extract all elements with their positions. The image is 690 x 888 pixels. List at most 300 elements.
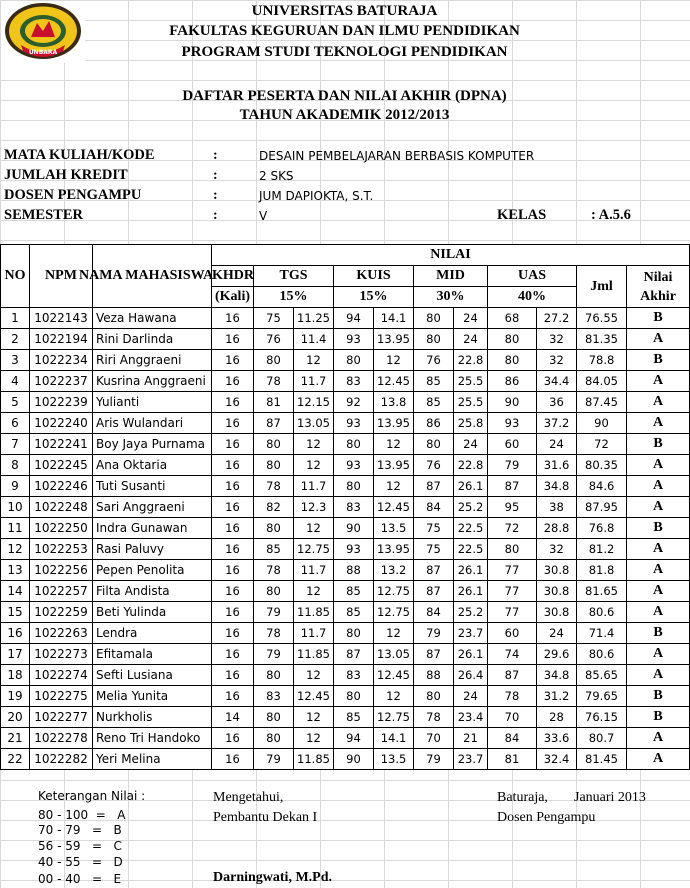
cell-mid-w: 25.2	[454, 602, 488, 623]
cell-khdr: 16	[212, 413, 254, 434]
cell-mid: 76	[414, 350, 454, 371]
header-mid: MID	[414, 266, 488, 287]
cell-no: 17	[1, 644, 30, 665]
cell-name: Yulianti	[93, 392, 212, 413]
cell-name: Pepen Penolita	[93, 560, 212, 581]
cell-mid: 84	[414, 602, 454, 623]
cell-grade: A	[627, 581, 690, 602]
cell-grade: A	[627, 497, 690, 518]
cell-npm: 1022278	[30, 728, 93, 749]
cell-kuis: 85	[334, 581, 374, 602]
cell-kuis-w: 12.75	[374, 602, 414, 623]
cell-tgs-w: 11.85	[294, 749, 334, 770]
keterangan-item-a: 80 - 100 = A	[38, 808, 126, 822]
table-row	[1, 413, 690, 434]
header-uas-pct: 40%	[488, 287, 577, 308]
cell-uas-w: 34.8	[537, 476, 577, 497]
cell-uas-w: 28.8	[537, 518, 577, 539]
header-tgs-pct: 15%	[254, 287, 334, 308]
cell-mid: 78	[414, 707, 454, 728]
cell-jml: 81.35	[577, 329, 627, 350]
cell-kuis: 90	[334, 749, 374, 770]
cell-kuis-w: 12.75	[374, 707, 414, 728]
cell-khdr: 16	[212, 560, 254, 581]
info-label-credits: JUMLAH KREDIT	[4, 167, 128, 183]
cell-tgs: 83	[254, 686, 294, 707]
header-nilai-akhir-line1: Nilai	[643, 269, 673, 285]
cell-tgs-w: 12.3	[294, 497, 334, 518]
cell-tgs: 79	[254, 602, 294, 623]
cell-kuis-w: 13.5	[374, 518, 414, 539]
cell-kuis: 87	[334, 644, 374, 665]
cell-tgs: 78	[254, 371, 294, 392]
table-row	[1, 350, 690, 371]
cell-name: Riri Anggraeni	[93, 350, 212, 371]
cell-khdr: 16	[212, 518, 254, 539]
cell-no: 9	[1, 476, 30, 497]
cell-tgs: 81	[254, 392, 294, 413]
cell-jml: 76.55	[577, 308, 627, 329]
table-row	[1, 623, 690, 644]
cell-no: 14	[1, 581, 30, 602]
cell-uas: 80	[488, 350, 537, 371]
cell-jml: 80.6	[577, 644, 627, 665]
cell-name: Rasi Paluvy	[93, 539, 212, 560]
cell-uas-w: 32	[537, 329, 577, 350]
cell-khdr: 16	[212, 434, 254, 455]
cell-grade: B	[627, 518, 690, 539]
cell-no: 10	[1, 497, 30, 518]
cell-grade: A	[627, 644, 690, 665]
university-title: UNIVERSITAS BATURAJA	[251, 3, 438, 19]
cell-mid-w: 22.8	[454, 350, 488, 371]
footer-dekan-name: Darningwati, M.Pd.	[213, 870, 332, 885]
cell-mid: 75	[414, 539, 454, 560]
cell-uas: 79	[488, 455, 537, 476]
cell-tgs-w: 12.75	[294, 539, 334, 560]
cell-no: 1	[1, 308, 30, 329]
cell-uas-w: 31.2	[537, 686, 577, 707]
table-row	[1, 539, 690, 560]
cell-uas: 80	[488, 329, 537, 350]
cell-mid: 84	[414, 497, 454, 518]
cell-kuis: 85	[334, 707, 374, 728]
cell-jml: 76.8	[577, 518, 627, 539]
cell-uas: 90	[488, 392, 537, 413]
cell-khdr: 16	[212, 329, 254, 350]
cell-uas-w: 32	[537, 350, 577, 371]
cell-kuis-w: 12.45	[374, 371, 414, 392]
cell-tgs-w: 12	[294, 518, 334, 539]
cell-uas-w: 24	[537, 434, 577, 455]
cell-tgs-w: 11.85	[294, 602, 334, 623]
cell-npm: 1022257	[30, 581, 93, 602]
header-kali: (Kali)	[212, 287, 254, 308]
cell-name: Efitamala	[93, 644, 212, 665]
cell-uas: 80	[488, 539, 537, 560]
info-colon-course: :	[213, 148, 218, 163]
cell-tgs-w: 11.7	[294, 371, 334, 392]
cell-jml: 80.35	[577, 455, 627, 476]
cell-jml: 84.05	[577, 371, 627, 392]
cell-npm: 1022245	[30, 455, 93, 476]
cell-tgs: 75	[254, 308, 294, 329]
cell-uas-w: 34.8	[537, 665, 577, 686]
cell-khdr: 16	[212, 728, 254, 749]
cell-no: 6	[1, 413, 30, 434]
cell-kuis: 94	[334, 308, 374, 329]
cell-uas-w: 29.6	[537, 644, 577, 665]
table-row	[1, 497, 690, 518]
header-nama	[79, 245, 214, 308]
cell-npm: 1022277	[30, 707, 93, 728]
cell-kuis: 93	[334, 329, 374, 350]
cell-no: 7	[1, 434, 30, 455]
header-nilai-akhir-line2: Akhir	[640, 288, 676, 304]
cell-khdr: 16	[212, 350, 254, 371]
cell-uas: 77	[488, 581, 537, 602]
table-row	[1, 560, 690, 581]
cell-kuis-w: 12.45	[374, 497, 414, 518]
cell-no: 13	[1, 560, 30, 581]
cell-uas: 77	[488, 560, 537, 581]
cell-tgs: 80	[254, 665, 294, 686]
cell-tgs-w: 11.25	[294, 308, 334, 329]
cell-uas-w: 27.2	[537, 308, 577, 329]
cell-uas-w: 32	[537, 539, 577, 560]
cell-mid-w: 23.7	[454, 749, 488, 770]
cell-kuis: 88	[334, 560, 374, 581]
cell-grade: A	[627, 329, 690, 350]
keterangan-item-e: 00 - 40 = E	[38, 872, 122, 886]
cell-kuis: 93	[334, 455, 374, 476]
cell-tgs-w: 12	[294, 455, 334, 476]
cell-kuis: 94	[334, 728, 374, 749]
cell-grade: A	[627, 476, 690, 497]
cell-tgs-w: 11.85	[294, 644, 334, 665]
cell-grade: A	[627, 455, 690, 476]
cell-grade: B	[627, 350, 690, 371]
footer-mengetahui: Mengetahui,	[213, 790, 284, 805]
cell-kuis-w: 13.95	[374, 539, 414, 560]
cell-kuis-w: 14.1	[374, 308, 414, 329]
cell-mid-w: 24	[454, 308, 488, 329]
info-colon-semester: :	[213, 208, 218, 223]
cell-mid-w: 25.2	[454, 497, 488, 518]
cell-grade: A	[627, 560, 690, 581]
cell-no: 4	[1, 371, 30, 392]
cell-kuis-w: 12	[374, 476, 414, 497]
grades-table	[0, 244, 690, 770]
cell-jml: 85.65	[577, 665, 627, 686]
kelas-label: KELAS	[497, 207, 547, 223]
header-mid-pct: 30%	[414, 287, 488, 308]
cell-grade: A	[627, 602, 690, 623]
table-row	[1, 602, 690, 623]
info-value-credits: 2 SKS	[259, 169, 294, 183]
cell-npm: 1022263	[30, 623, 93, 644]
cell-kuis: 83	[334, 665, 374, 686]
cell-mid: 80	[414, 434, 454, 455]
cell-npm: 1022194	[30, 329, 93, 350]
cell-mid-w: 26.4	[454, 665, 488, 686]
cell-kuis-w: 13.95	[374, 455, 414, 476]
cell-name: Sari Anggraeni	[93, 497, 212, 518]
cell-name: Nurkholis	[93, 707, 212, 728]
cell-jml: 76.15	[577, 707, 627, 728]
cell-mid: 87	[414, 644, 454, 665]
cell-uas: 95	[488, 497, 537, 518]
cell-jml: 90	[577, 413, 627, 434]
cell-tgs: 80	[254, 707, 294, 728]
cell-uas-w: 30.8	[537, 602, 577, 623]
cell-jml: 81.45	[577, 749, 627, 770]
cell-uas: 72	[488, 518, 537, 539]
cell-kuis: 80	[334, 350, 374, 371]
cell-tgs-w: 12	[294, 581, 334, 602]
cell-name: Rini Darlinda	[93, 329, 212, 350]
cell-uas-w: 34.4	[537, 371, 577, 392]
cell-grade: B	[627, 308, 690, 329]
cell-uas-w: 33.6	[537, 728, 577, 749]
cell-uas: 60	[488, 434, 537, 455]
cell-npm: 1022256	[30, 560, 93, 581]
footer-pembantu-dekan: Pembantu Dekan I	[213, 810, 318, 825]
table-row	[1, 455, 690, 476]
cell-mid-w: 26.1	[454, 476, 488, 497]
academic-year: TAHUN AKADEMIK 2012/2013	[239, 107, 450, 123]
cell-npm: 1022282	[30, 749, 93, 770]
cell-tgs: 82	[254, 497, 294, 518]
cell-npm: 1022259	[30, 602, 93, 623]
cell-grade: A	[627, 539, 690, 560]
cell-jml: 84.6	[577, 476, 627, 497]
cell-mid-w: 24	[454, 686, 488, 707]
cell-mid: 79	[414, 749, 454, 770]
cell-khdr: 16	[212, 644, 254, 665]
cell-no: 3	[1, 350, 30, 371]
cell-tgs: 87	[254, 413, 294, 434]
table-row	[1, 665, 690, 686]
cell-grade: A	[627, 665, 690, 686]
cell-kuis: 93	[334, 539, 374, 560]
cell-khdr: 16	[212, 455, 254, 476]
cell-mid-w: 23.4	[454, 707, 488, 728]
cell-kuis-w: 13.2	[374, 560, 414, 581]
cell-npm: 1022246	[30, 476, 93, 497]
cell-name: Kusrina Anggraeni	[93, 371, 212, 392]
cell-tgs: 80	[254, 728, 294, 749]
cell-uas-w: 37.2	[537, 413, 577, 434]
cell-mid: 79	[414, 623, 454, 644]
cell-mid: 86	[414, 413, 454, 434]
cell-jml: 72	[577, 434, 627, 455]
cell-kuis-w: 12.45	[374, 665, 414, 686]
cell-tgs: 85	[254, 539, 294, 560]
program-title: PROGRAM STUDI TEKNOLOGI PENDIDIKAN	[181, 44, 508, 60]
cell-tgs: 78	[254, 560, 294, 581]
cell-mid: 85	[414, 392, 454, 413]
header-nilai: NILAI	[212, 245, 690, 266]
footer-date: Januari 2013	[574, 790, 646, 805]
cell-khdr: 16	[212, 539, 254, 560]
cell-name: Aris Wulandari	[93, 413, 212, 434]
cell-kuis-w: 12	[374, 350, 414, 371]
cell-npm: 1022248	[30, 497, 93, 518]
table-row	[1, 329, 690, 350]
table-row	[1, 707, 690, 728]
info-value-semester: V	[259, 209, 268, 223]
cell-jml: 81.65	[577, 581, 627, 602]
cell-npm: 1022275	[30, 686, 93, 707]
cell-tgs: 80	[254, 350, 294, 371]
cell-name: Ana Oktaria	[93, 455, 212, 476]
cell-no: 8	[1, 455, 30, 476]
cell-mid: 76	[414, 455, 454, 476]
footer-dosen-pengampu: Dosen Pengampu	[497, 810, 596, 825]
info-colon-credits: :	[213, 168, 218, 183]
cell-mid-w: 23.7	[454, 623, 488, 644]
header-kuis-pct: 15%	[334, 287, 414, 308]
cell-mid: 80	[414, 329, 454, 350]
cell-uas-w: 24	[537, 623, 577, 644]
cell-tgs-w: 13.05	[294, 413, 334, 434]
cell-mid-w: 26.1	[454, 581, 488, 602]
cell-uas: 86	[488, 371, 537, 392]
cell-khdr: 16	[212, 371, 254, 392]
cell-kuis: 83	[334, 497, 374, 518]
cell-no: 18	[1, 665, 30, 686]
cell-grade: A	[627, 728, 690, 749]
cell-tgs-w: 12.45	[294, 686, 334, 707]
cell-kuis: 93	[334, 413, 374, 434]
header-tgs: TGS	[254, 266, 334, 287]
info-label-semester: SEMESTER	[4, 207, 83, 223]
cell-grade: B	[627, 707, 690, 728]
cell-kuis-w: 13.8	[374, 392, 414, 413]
cell-jml: 80.7	[577, 728, 627, 749]
cell-npm: 1022253	[30, 539, 93, 560]
cell-grade: B	[627, 434, 690, 455]
cell-name: Tuti Susanti	[93, 476, 212, 497]
cell-mid-w: 22.5	[454, 518, 488, 539]
cell-tgs: 78	[254, 623, 294, 644]
cell-uas-w: 32.4	[537, 749, 577, 770]
cell-npm: 1022273	[30, 644, 93, 665]
cell-tgs-w: 12	[294, 665, 334, 686]
cell-uas: 60	[488, 623, 537, 644]
cell-uas-w: 36	[537, 392, 577, 413]
cell-mid-w: 22.5	[454, 539, 488, 560]
cell-no: 16	[1, 623, 30, 644]
cell-khdr: 16	[212, 581, 254, 602]
cell-jml: 79.65	[577, 686, 627, 707]
cell-npm: 1022234	[30, 350, 93, 371]
cell-mid: 88	[414, 665, 454, 686]
cell-kuis-w: 13.95	[374, 413, 414, 434]
cell-khdr: 16	[212, 686, 254, 707]
cell-khdr: 16	[212, 623, 254, 644]
cell-name: Veza Hawana	[93, 308, 212, 329]
cell-no: 11	[1, 518, 30, 539]
cell-name: Reno Tri Handoko	[93, 728, 212, 749]
cell-kuis: 90	[334, 518, 374, 539]
cell-tgs: 80	[254, 518, 294, 539]
cell-uas: 68	[488, 308, 537, 329]
cell-npm: 1022237	[30, 371, 93, 392]
header-npm: NPM	[30, 245, 93, 308]
cell-jml: 81.2	[577, 539, 627, 560]
cell-khdr: 16	[212, 476, 254, 497]
cell-tgs: 80	[254, 581, 294, 602]
cell-no: 21	[1, 728, 30, 749]
cell-kuis-w: 13.05	[374, 644, 414, 665]
logo-banner-text: UNBARA	[28, 49, 58, 56]
table-row	[1, 434, 690, 455]
kelas-value: : A.5.6	[591, 207, 631, 223]
table-row	[1, 749, 690, 770]
info-value-lecturer: JUM DAPIOKTA, S.T.	[259, 189, 374, 203]
cell-mid: 70	[414, 728, 454, 749]
cell-npm: 1022240	[30, 413, 93, 434]
faculty-title: FAKULTAS KEGURUAN DAN ILMU PENDIDIKAN	[169, 23, 520, 39]
cell-npm: 1022250	[30, 518, 93, 539]
cell-mid: 87	[414, 581, 454, 602]
cell-mid-w: 24	[454, 329, 488, 350]
cell-jml: 71.4	[577, 623, 627, 644]
cell-name: Yeri Melina	[93, 749, 212, 770]
info-label-lecturer: DOSEN PENGAMPU	[4, 187, 142, 203]
table-row	[1, 476, 690, 497]
cell-uas: 84	[488, 728, 537, 749]
grade-rows	[1, 308, 690, 770]
cell-grade: B	[627, 623, 690, 644]
cell-tgs: 80	[254, 434, 294, 455]
document-title: DAFTAR PESERTA DAN NILAI AKHIR (DPNA)	[182, 88, 507, 104]
cell-tgs: 80	[254, 455, 294, 476]
table-row	[1, 308, 690, 329]
keterangan-item-b: 70 - 79 = B	[38, 823, 122, 837]
cell-grade: A	[627, 413, 690, 434]
cell-npm: 1022274	[30, 665, 93, 686]
cell-uas: 81	[488, 749, 537, 770]
cell-uas-w: 30.8	[537, 560, 577, 581]
cell-uas: 77	[488, 602, 537, 623]
cell-mid-w: 26.1	[454, 644, 488, 665]
header-jml: Jml	[577, 266, 627, 308]
cell-kuis-w: 12	[374, 434, 414, 455]
cell-no: 20	[1, 707, 30, 728]
cell-jml: 87.95	[577, 497, 627, 518]
cell-khdr: 16	[212, 392, 254, 413]
cell-tgs-w: 12.15	[294, 392, 334, 413]
cell-name: Beti Yulinda	[93, 602, 212, 623]
cell-no: 22	[1, 749, 30, 770]
table-row	[1, 371, 690, 392]
cell-uas-w: 28	[537, 707, 577, 728]
cell-mid-w: 26.1	[454, 560, 488, 581]
cell-khdr: 16	[212, 308, 254, 329]
cell-mid-w: 24	[454, 434, 488, 455]
cell-tgs-w: 11.7	[294, 623, 334, 644]
table-row	[1, 686, 690, 707]
header-kuis: KUIS	[334, 266, 414, 287]
cell-grade: A	[627, 371, 690, 392]
cell-uas-w: 31.6	[537, 455, 577, 476]
cell-npm: 1022241	[30, 434, 93, 455]
cell-uas-w: 38	[537, 497, 577, 518]
header-no: NO	[1, 245, 30, 308]
